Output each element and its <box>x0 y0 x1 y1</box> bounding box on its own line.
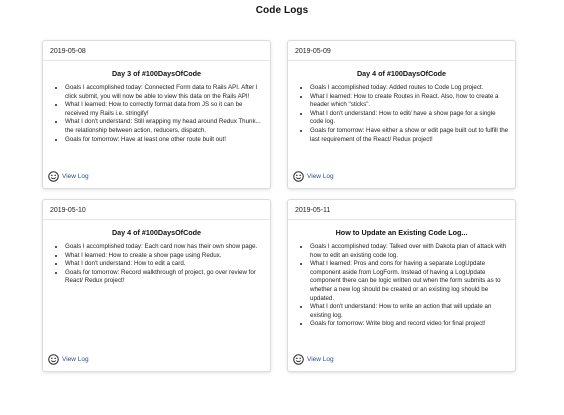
list-item: • Goals for tomorrow: Record walkthrough of project, go over review for React/ Redux project! <box>65 269 264 286</box>
smiley-icon <box>48 354 59 365</box>
card-date: 2019-05-11 <box>295 207 331 214</box>
card-divider <box>43 60 270 61</box>
card-footer <box>48 354 89 365</box>
code-log-card <box>287 40 516 189</box>
smiley-icon <box>293 354 304 365</box>
card-divider <box>288 60 515 61</box>
card-footer <box>293 354 334 365</box>
smiley-icon <box>293 171 304 182</box>
code-log-card <box>287 199 516 372</box>
view-log-link[interactable]: View Log <box>307 173 334 180</box>
list-item: • Goals I accomplished today: Connected Form data to Rails API. After I click submit, you will now be able to view this data on the Rails API! <box>65 84 264 101</box>
card-footer <box>293 171 334 182</box>
smiley-icon <box>48 171 59 182</box>
card-notes-list <box>294 243 509 329</box>
card-notes-list <box>49 243 264 286</box>
card-title: Day 4 of #100DaysOfCode <box>111 228 202 237</box>
list-item: • What I learned: How to correctly format data from JS so it can be received my Rails i.e. stringify! <box>65 101 264 118</box>
list-item: • What I don't understand: Still wrapping my head around Redux Thunk... the relationship between action, reducers, dispatch. <box>65 118 264 135</box>
card-title: Day 4 of #100DaysOfCode <box>356 69 447 78</box>
list-item: • What I don't understand: How to edit/ have a show page for a single code log. <box>310 110 509 127</box>
view-log-link[interactable]: View Log <box>307 356 334 363</box>
card-divider <box>43 219 270 220</box>
list-item: • Goals I accomplished today: Each card now has their own show page. <box>65 243 264 252</box>
card-date: 2019-05-08 <box>50 48 86 55</box>
list-item: • Goals I accomplished today: Added routes to Code Log project. <box>310 84 509 93</box>
card-notes-list <box>294 84 509 144</box>
list-item: • What I don't understand: How to write an action that will update an existing log. <box>310 303 509 320</box>
card-title: Day 3 of #100DaysOfCode <box>111 69 202 78</box>
view-log-link[interactable]: View Log <box>62 173 89 180</box>
list-item: • What I don't understand: How to edit a card. <box>65 260 264 269</box>
card-title: How to Update an Existing Code Log... <box>335 228 468 237</box>
list-item: • Goals for tomorrow: Have at least one other route built out! <box>65 136 264 145</box>
list-item: • What I learned: How to create Routes in React. Also, how to create a header which "sticks". <box>310 93 509 110</box>
card-date: 2019-05-09 <box>295 48 331 55</box>
view-log-link[interactable]: View Log <box>62 356 89 363</box>
code-log-card <box>42 199 271 372</box>
card-footer <box>48 171 89 182</box>
list-item: • Goals I accomplished today: Talked over with Dakota plan of attack with how to edit an existing code log. <box>310 243 509 260</box>
list-item: • Goals for tomorrow: Have either a show or edit page built out to fulfill the last requirement of the React/ Redux project! <box>310 127 509 144</box>
card-divider <box>288 219 515 220</box>
card-date: 2019-05-10 <box>50 207 86 214</box>
list-item: • What I learned: How to create a show page using Redux. <box>65 252 264 261</box>
list-item: • What I learned: Pros and cons for having a separate LogUpdate component aside from LogForm. Instead of having a LogUpdate component there can be logic written out when the form submits as to whether a new log should be created or an existing log should be updated. <box>310 260 509 303</box>
code-log-card <box>42 40 271 189</box>
card-notes-list <box>49 84 264 144</box>
page-title: Code Logs <box>255 5 309 16</box>
list-item: • Goals for tomorrow: Write blog and record video for final project! <box>310 320 509 329</box>
